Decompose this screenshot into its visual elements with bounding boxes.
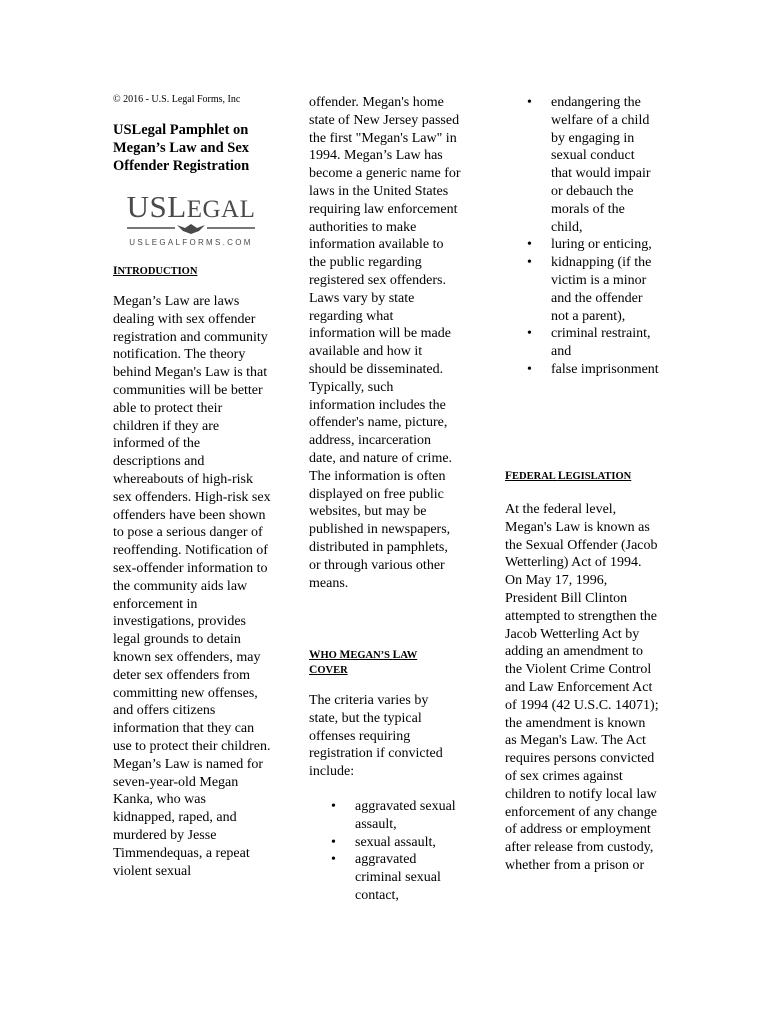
logo-wordmark: USLEGAL — [126, 189, 256, 224]
introduction-paragraph-part-1: Megan’s Law are laws dealing with sex offender registration and community notification. The theory behind Megan's Law is that communities will be better able to protect their children if they are informed of the descriptions and whereabouts of high-risk sex offenders. High-risk sex offenders have been shown to pose a serious danger of reoffending. Notification of sex-offender information to the community aids law enforcement in investigations, provides legal grounds to detain known sex offenders, may deter sex offenders from committing new offenses, and offers citizens information that they can use to protect their children. Megan’s Law is named for seven-year-old Megan Kanka, who was kidnapped, raped, and murdered by Jesse Timmendequas, a repeat violent sexual — [113, 294, 271, 879]
copyright-notice: © 2016 - U.S. Legal Forms, Inc — [113, 94, 241, 105]
list-item: • criminal restraint, and — [527, 326, 651, 360]
list-item: • kidnapping (if the victim is a minor and the offender not a parent), — [527, 255, 652, 324]
who-covered-heading: WHO MEGAN’S LAW COVER — [309, 649, 418, 676]
offense-list-part-2 — [527, 94, 659, 379]
document-title: USLegal Pamphlet on Megan’s Law and Sex Offender Registration — [113, 122, 250, 174]
eagle-icon — [125, 221, 257, 235]
list-item: • aggravated sexual assault, — [331, 799, 456, 832]
introduction-heading: INTRODUCTION — [113, 265, 198, 277]
logo-url: USLEGALFORMS.COM — [129, 238, 253, 247]
introduction-paragraph-part-2: offender. Megan's home state of New Jersey passed the first "Megan's Law" in 1994. Megan’s Law has become a generic name for laws in the United States requiring law enforcement authorities to make information available to the public regarding registered sex offenders. Laws vary by state regarding what information will be made available and how it should be disseminated. Typically, such information includes the offender's name, picture, address, incarceration date, and nature of crime. The information is often displayed on free public websites, but may be published in newspapers, distributed in pamphlets, or through various other means. — [309, 95, 461, 591]
offense-list-part-1 — [331, 798, 463, 905]
who-covered-intro: The criteria varies by state, but the typical offenses requiring registration if convicted include: — [309, 693, 443, 780]
federal-legislation-paragraph: At the federal level, Megan's Law is known as the Sexual Offender (Jacob Wetterling) Act of 1994. On May 17, 1996, President Bill Clinton attempted to strengthen the Jacob Wetterling Act by adding an amendment to the Violent Crime Control and Law Enforcement Act of 1994 (42 U.S.C. 14071); the amendment is known as Megan's Law. The Act requires persons convicted of sex crimes against children to notify local law enforcement of any change of address or employment after release from custody, whether from a prison or — [505, 502, 659, 873]
federal-legislation-heading: FEDERAL LEGISLATION — [505, 470, 632, 482]
list-item: • aggravated criminal sexual contact, — [331, 852, 441, 903]
list-item: • endangering the welfare of a child by engaging in sexual conduct that would impair or debauch the morals of the child, — [527, 95, 651, 235]
uslegal-logo — [121, 191, 261, 251]
list-item: • false imprisonment — [527, 361, 659, 377]
list-item: • sexual assault, — [331, 834, 436, 850]
list-item: • luring or enticing, — [527, 237, 652, 253]
